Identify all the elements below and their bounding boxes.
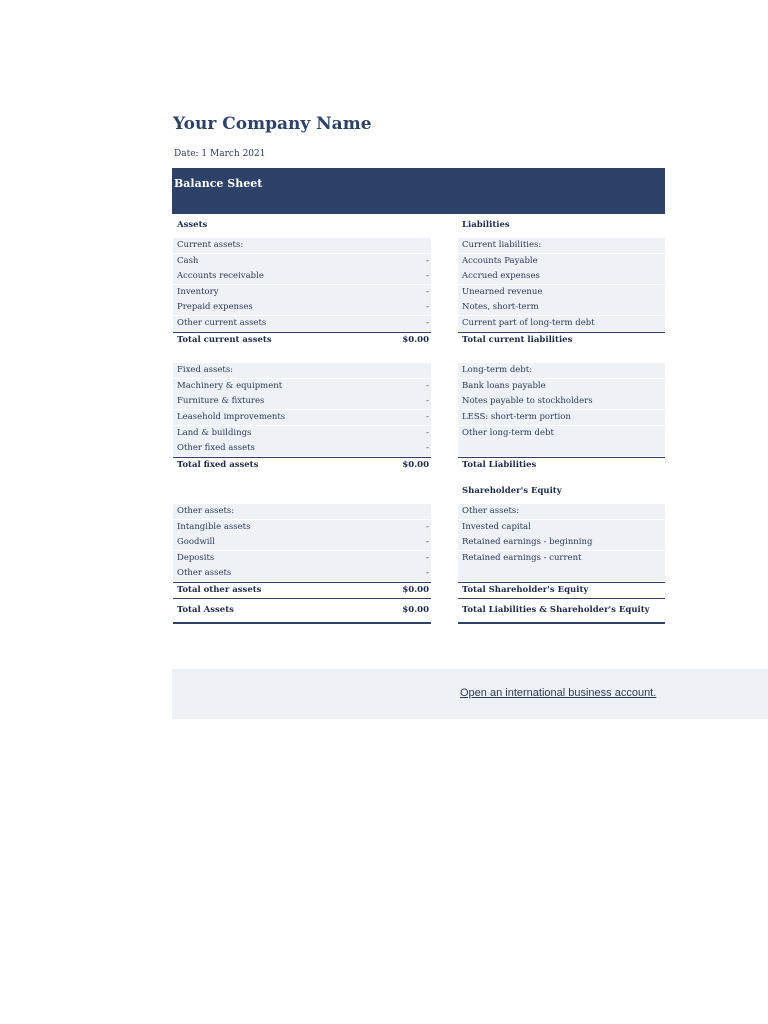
equity-row: Retained earnings - current <box>458 551 665 566</box>
company-name: Your Company Name <box>173 114 372 134</box>
date-line: Date: 1 March 2021 <box>174 149 266 159</box>
asset-row: Inventory - <box>173 285 431 300</box>
total-other-assets: Total other assets $0.00 <box>173 582 431 598</box>
asset-row: Cash - <box>173 254 431 269</box>
assets-heading: Assets <box>177 220 208 230</box>
liability-row: Notes payable to stockholders <box>458 394 665 409</box>
asset-row: Other current assets - <box>173 316 431 331</box>
asset-row: Prepaid expenses - <box>173 300 431 315</box>
asset-row: Furniture & fixtures - <box>173 394 431 409</box>
asset-row: Intangible assets - <box>173 520 431 535</box>
long-term-debt-label: Long-term debt: <box>458 363 665 378</box>
liability-row: Current part of long-term debt <box>458 316 665 331</box>
title-banner <box>172 168 665 214</box>
equity-row <box>458 566 665 581</box>
asset-row: Machinery & equipment - <box>173 379 431 394</box>
asset-row: Goodwill - <box>173 535 431 550</box>
liability-row: LESS: short-term portion <box>458 410 665 425</box>
total-current-liabilities: Total current liabilities <box>458 332 665 348</box>
equity-row: Retained earnings - beginning <box>458 535 665 550</box>
total-liabilities: Total Liabilities <box>458 457 665 473</box>
liability-row: Notes, short-term <box>458 300 665 315</box>
liability-row: Accounts Payable <box>458 254 665 269</box>
asset-row: Deposits - <box>173 551 431 566</box>
total-shareholders-equity: Total Shareholder's Equity <box>458 582 665 598</box>
equity-row: Invested capital <box>458 520 665 535</box>
total-assets: Total Assets $0.00 <box>173 598 431 624</box>
current-assets-label: Current assets: <box>173 238 431 253</box>
business-account-link[interactable]: Open an international business account. <box>460 687 657 699</box>
current-liabilities-label: Current liabilities: <box>458 238 665 253</box>
liability-row: Bank loans payable <box>458 379 665 394</box>
liability-row: Unearned revenue <box>458 285 665 300</box>
liability-row: Accrued expenses <box>458 269 665 284</box>
fixed-assets-label: Fixed assets: <box>173 363 431 378</box>
liability-row: Other long-term debt <box>458 426 665 441</box>
asset-row: Land & buildings - <box>173 426 431 441</box>
total-current-assets: Total current assets $0.00 <box>173 332 431 348</box>
liabilities-heading: Liabilities <box>462 220 510 230</box>
asset-row: Leasehold improvements - <box>173 410 431 425</box>
equity-heading: Shareholder's Equity <box>462 486 562 496</box>
asset-row: Other assets - <box>173 566 431 581</box>
asset-row: Accounts receivable - <box>173 269 431 284</box>
total-fixed-assets: Total fixed assets $0.00 <box>173 457 431 473</box>
balance-sheet-title: Balance Sheet <box>174 177 263 190</box>
liability-row <box>458 441 665 456</box>
other-assets-label: Other assets: <box>173 504 431 519</box>
assets-column <box>173 218 431 628</box>
footer-banner <box>172 669 768 719</box>
asset-row: Other fixed assets - <box>173 441 431 456</box>
liabilities-column <box>458 218 665 628</box>
equity-label: Other assets: <box>458 504 665 519</box>
total-liabilities-and-equity: Total Liabilities & Shareholder's Equity <box>458 598 665 624</box>
